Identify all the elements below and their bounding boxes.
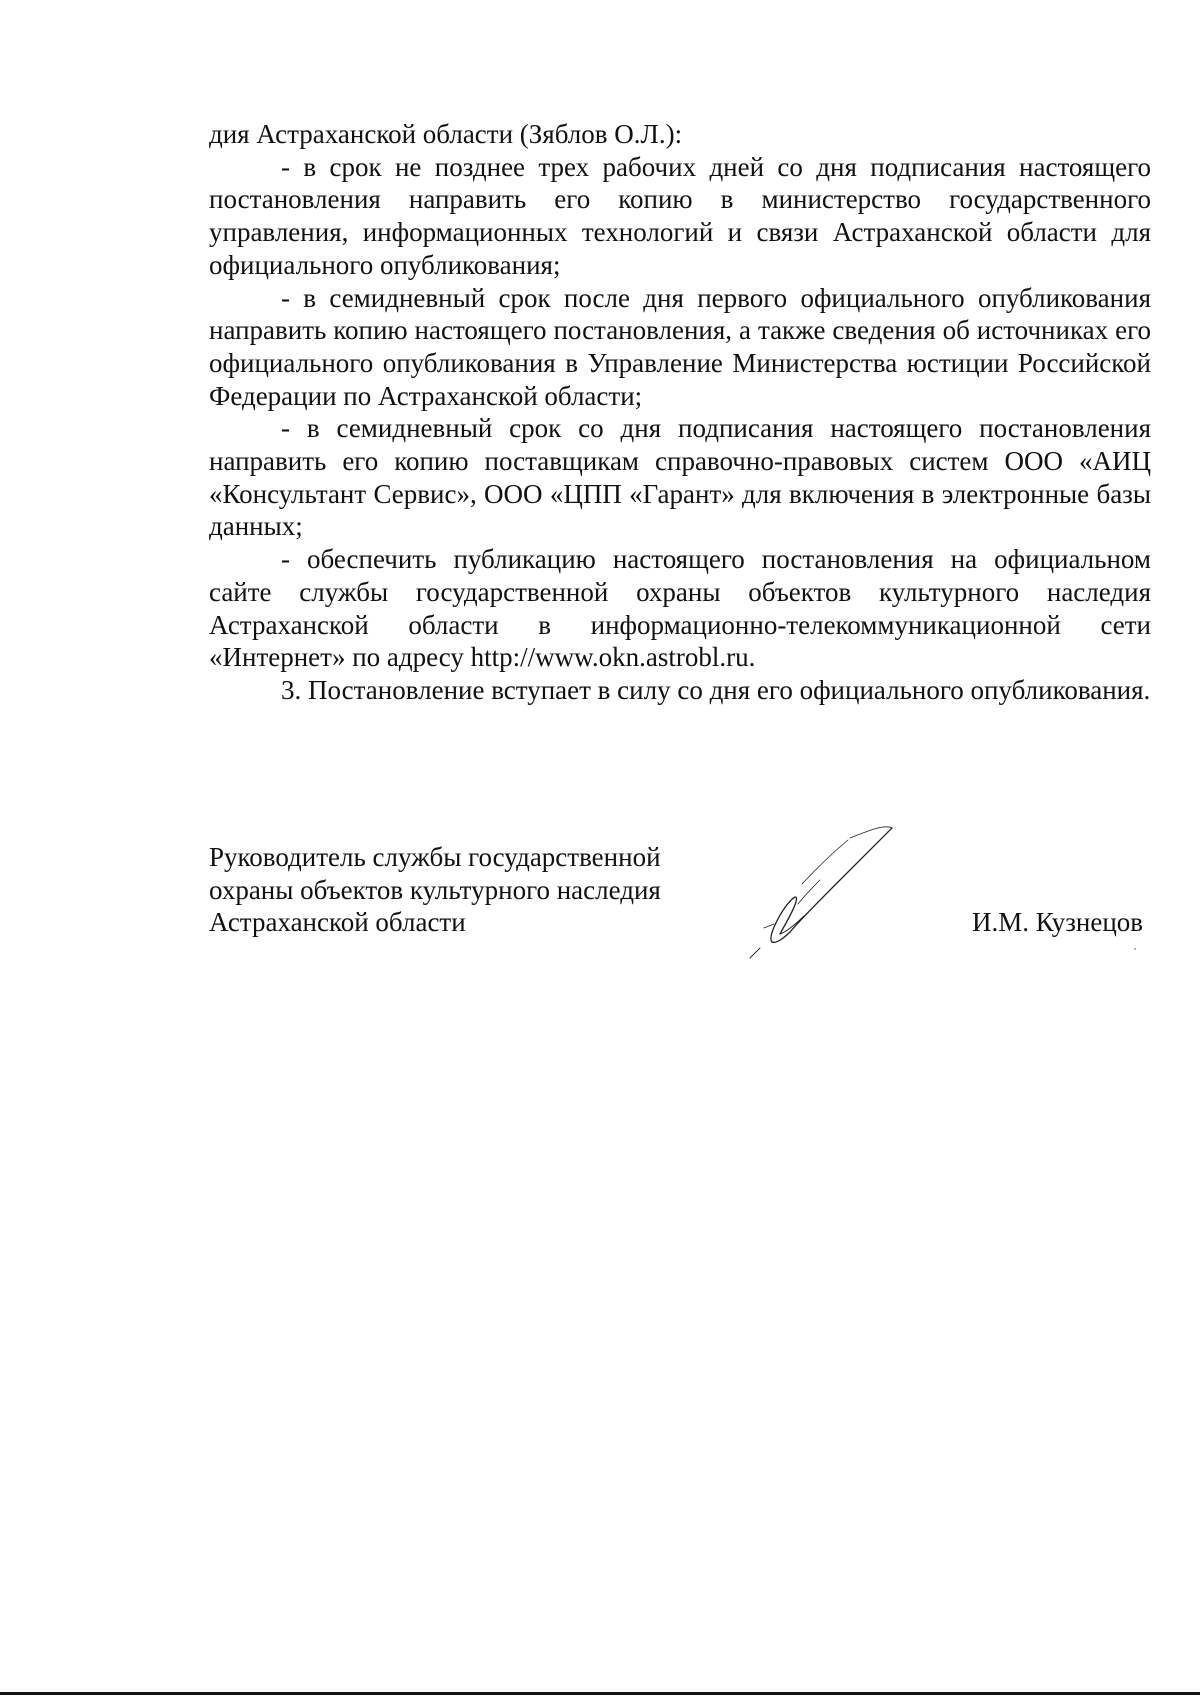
signatory-title [209, 841, 661, 939]
signatory-title-line: Астраханской области [209, 907, 466, 938]
signatory-title-line: Руководитель службы государственной [209, 842, 661, 872]
paragraph-continuation: дия Астраханской области (Зяблов О.Л.): [209, 119, 683, 149]
paragraph-item-website-publication: - обеспечить публикацию настоящего постановления на официальном сайте службы государственной охраны объектов культурного наследия Астраханской области в информационно-телекоммуникационной сети «Интернет» по адресу http://www.okn.astrobl.ru. [209, 544, 1151, 673]
signatory-title-line: охраны объектов культурного наследия [209, 874, 661, 905]
handwritten-signature [720, 820, 900, 960]
scan-speck [1134, 948, 1136, 950]
paragraph-item-copy-to-ministry: - в срок не позднее трех рабочих дней со дня подписания настоящего постановления направить его копию в министерство государственного управления, информационных технологий и связи Астраханской области для официального опубликования; [209, 151, 1151, 280]
signatory-name: И.М. Кузнецов [972, 907, 1144, 937]
paragraph-effective-date: 3. Постановление вступает в силу со дня его официального опубликования. [281, 674, 1151, 705]
document-body [209, 118, 1151, 707]
paragraph-item-copy-to-justice: - в семидневный срок после дня первого официального опубликования направить копию настоящего постановления, а также сведения об источниках его официального опубликования в Управление Министерства юстиции Российской Федерации по Астраханской области; [209, 282, 1151, 411]
scan-bottom-edge [0, 1692, 1200, 1695]
paragraph-item-copy-to-legal-systems: - в семидневный срок со дня подписания настоящего постановления направить его копию поставщикам справочно-правовых систем ООО «АИЦ «Консультант Сервис», ООО «ЦПП «Гарант» для включения в электронные базы данных; [209, 413, 1151, 542]
